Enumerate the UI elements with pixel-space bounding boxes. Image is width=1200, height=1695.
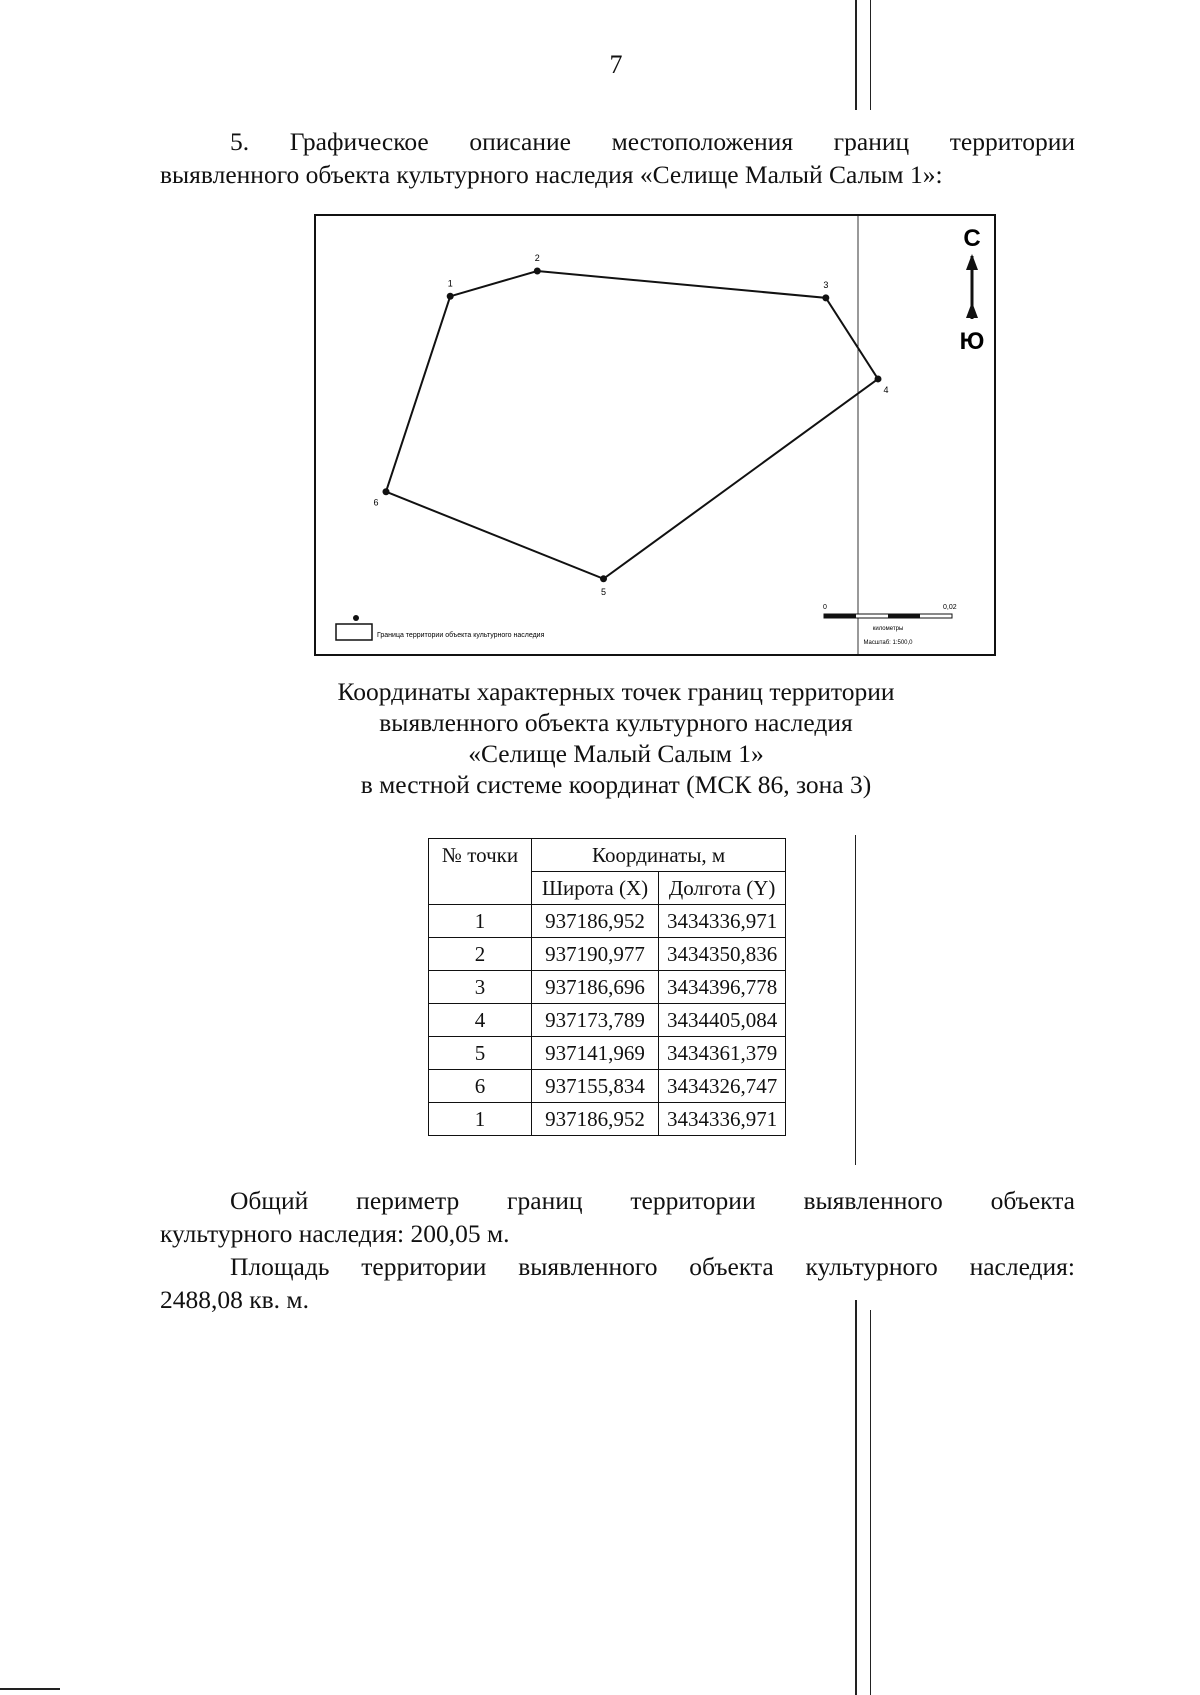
perimeter-line-1: Общий периметр границ территории выявленного объекта xyxy=(230,1186,1075,1215)
cell-point: 4 xyxy=(429,1004,532,1037)
vertex-label: 2 xyxy=(534,253,540,263)
scale-bar-segment xyxy=(888,614,920,618)
cell-longitude: 3434361,379 xyxy=(659,1037,786,1070)
page-number: 7 xyxy=(609,50,623,79)
boundary-vertex xyxy=(822,294,829,301)
table-row xyxy=(429,905,786,938)
cell-point: 3 xyxy=(429,971,532,1004)
section-heading-line-2: выявленного объекта культурного наследия «Селище Малый Салым 1»: xyxy=(160,160,943,189)
perimeter-line-2: культурного наследия: 200,05 м. xyxy=(160,1219,510,1248)
table-body xyxy=(429,905,786,1136)
scan-artifact-line xyxy=(0,1688,60,1690)
cell-latitude: 937173,789 xyxy=(532,1004,659,1037)
cell-point: 1 xyxy=(429,905,532,938)
coordinates-table xyxy=(428,838,786,1136)
table-row xyxy=(429,1037,786,1070)
caption-line-3: «Селище Малый Салым 1» xyxy=(468,739,764,768)
map-legend xyxy=(336,615,545,640)
table-row xyxy=(429,938,786,971)
cell-longitude: 3434326,747 xyxy=(659,1070,786,1103)
cell-latitude: 937155,834 xyxy=(532,1070,659,1103)
boundary-vertex xyxy=(447,293,454,300)
cell-latitude: 937186,952 xyxy=(532,1103,659,1136)
section-heading xyxy=(160,125,1075,191)
boundary-vertex xyxy=(875,375,882,382)
cell-point: 1 xyxy=(429,1103,532,1136)
map-canvas xyxy=(316,216,994,654)
perimeter-paragraph xyxy=(160,1184,1075,1250)
compass-north-label: С xyxy=(963,225,981,252)
boundary-vertices xyxy=(373,253,888,597)
section-heading-line-1: 5. Графическое описание местоположения границ территории xyxy=(230,127,1075,156)
legend-vertex-icon xyxy=(353,615,359,621)
cell-point: 5 xyxy=(429,1037,532,1070)
vertex-label: 5 xyxy=(601,586,607,597)
cell-latitude: 937141,969 xyxy=(532,1037,659,1070)
scan-artifact-line xyxy=(870,1310,871,1695)
scale-bar-segment xyxy=(824,614,856,618)
area-line-1: Площадь территории выявленного объекта культурного наследия: xyxy=(230,1252,1075,1281)
cell-latitude: 937186,952 xyxy=(532,905,659,938)
table-row xyxy=(429,1070,786,1103)
area-paragraph xyxy=(160,1250,1075,1316)
caption-line-2: выявленного объекта культурного наследия xyxy=(379,708,853,737)
vertex-label: 1 xyxy=(447,278,453,289)
header-coordinates: Координаты, м xyxy=(532,839,786,872)
cell-longitude: 3434336,971 xyxy=(659,1103,786,1136)
boundary-vertex xyxy=(383,488,390,495)
table-row xyxy=(429,971,786,1004)
vertex-label: 3 xyxy=(823,279,829,290)
caption-line-1: Координаты характерных точек границ территории xyxy=(337,677,895,706)
header-point: № точки xyxy=(429,839,532,905)
south-arrow-tail-icon xyxy=(966,302,978,318)
cell-longitude: 3434396,778 xyxy=(659,971,786,1004)
north-arrow xyxy=(960,225,985,355)
cell-longitude: 3434336,971 xyxy=(659,905,786,938)
scale-units-label: километры xyxy=(872,626,904,632)
boundary-vertex xyxy=(534,268,541,275)
compass-south-label: Ю xyxy=(959,328,985,355)
cell-point: 6 xyxy=(429,1070,532,1103)
scale-end-label: 0,02 xyxy=(943,604,957,611)
scale-ratio-label: Масштаб: 1:500,0 xyxy=(863,640,913,646)
scan-artifact-line xyxy=(855,1300,857,1695)
scale-start-label: 0 xyxy=(823,604,827,611)
header-latitude: Широта (X) xyxy=(532,872,659,905)
legend-boundary-icon xyxy=(336,624,372,640)
scale-bar xyxy=(823,604,957,646)
boundary-map xyxy=(314,214,996,656)
cell-point: 2 xyxy=(429,938,532,971)
cell-longitude: 3434350,836 xyxy=(659,938,786,971)
boundary-vertex xyxy=(600,575,607,582)
north-arrow-head-icon xyxy=(966,254,978,270)
cell-latitude: 937190,977 xyxy=(532,938,659,971)
boundary-polygon xyxy=(386,271,878,579)
vertex-label: 6 xyxy=(373,497,379,508)
legend-label: Граница территории объекта культурного наследия xyxy=(377,632,545,639)
vertex-label: 4 xyxy=(883,384,889,395)
table-header-row xyxy=(429,839,786,872)
caption-line-4: в местной системе координат (МСК 86, зона 3) xyxy=(360,770,872,799)
table-row xyxy=(429,1103,786,1136)
header-longitude: Долгота (Y) xyxy=(659,872,786,905)
scan-artifact-line xyxy=(855,835,856,1165)
cell-latitude: 937186,696 xyxy=(532,971,659,1004)
area-line-2: 2488,08 кв. м. xyxy=(160,1285,309,1314)
cell-longitude: 3434405,084 xyxy=(659,1004,786,1037)
table-caption xyxy=(0,676,1200,800)
table-row xyxy=(429,1004,786,1037)
